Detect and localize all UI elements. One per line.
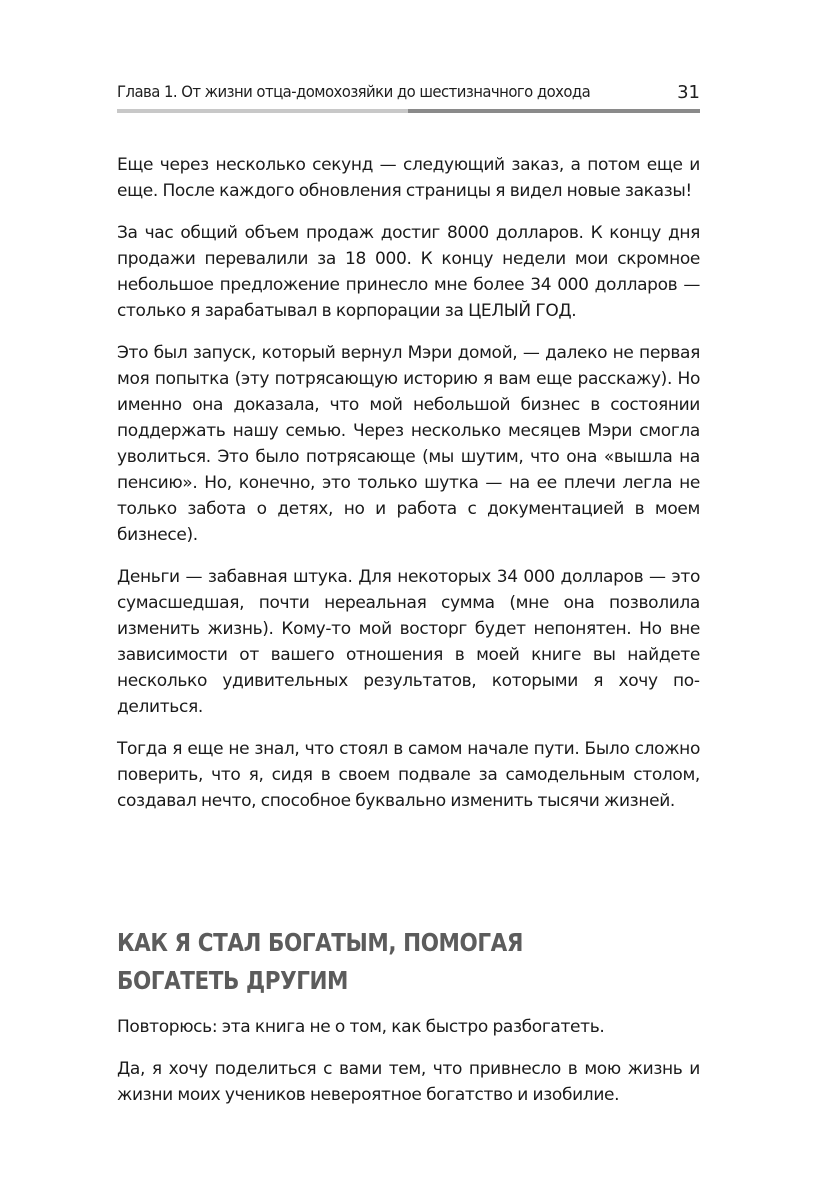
paragraph: За час общий объем продаж достиг 8000 долларов. К концу дня продажи перевалили за 18 000. К концу недели мои скромное небольшое предложение принесло мне более 34 000 долларов — столько я зарабатывал в корпорации за ЦЕЛЫЙ ГОД. <box>117 223 700 321</box>
paragraph: Это был запуск, который вернул Мэри домой, — далеко не первая моя попытка (эту потрясающую историю я вам еще расскажу). Но именно она доказала, что мой небольшой бизнес в состоянии поддержать нашу семью. Через несколько месяцев Мэри смогла уволиться. Это было потрясающе (мы шутим, что она «вышла на пенсию». Но, конечно, это только шутка — на ее плечи легла не только забота о детях, но и работа с документацией в моем бизнесе). <box>117 343 700 545</box>
paragraph: Да, я хочу поделиться с вами тем, что привнесло в мою жизнь и жизни моих учеников невероятное богатство и изобилие. <box>117 1059 700 1105</box>
paragraph: Повторюсь: эта книга не о том, как быстро разбогатеть. <box>117 1017 605 1037</box>
section-heading-line-2: БОГАТЕТЬ ДРУГИМ <box>117 966 349 995</box>
paragraph: Деньги — забавная штука. Для некоторых 34 000 долларов — это сумасшедшая, почти нереальная сумма (мне она позволила изменить жизнь). Кому-то мой восторг будет непонятен. Но вне зависимости от вашего отношения в моей книге вы найдете несколько удивительных результатов, которыми я хочу поделиться. <box>117 567 700 717</box>
paragraph: Еще через несколько секунд — следующий заказ, а потом еще и еще. После каждого обновления страницы я видел новые заказы! <box>117 155 700 201</box>
chapter-title: Глава 1. От жизни отца-домохозяйки до шестизначного дохода <box>117 82 591 101</box>
page-number: 31 <box>677 82 700 103</box>
section-heading <box>117 924 618 1000</box>
section-text <box>117 1014 700 1124</box>
header-rule-accent <box>408 109 700 113</box>
paragraph: Тогда я еще не знал, что стоял в самом начале пути. Было сложно поверить, что я, сидя в своем подвале за самодельным столом, создавал нечто, способное буквально изменить тысячи жизней. <box>117 739 700 811</box>
body-text <box>117 152 700 830</box>
running-header <box>117 80 700 108</box>
section-heading-line-1: КАК Я СТАЛ БОГАТЫМ, ПОМОГАЯ <box>117 928 523 957</box>
